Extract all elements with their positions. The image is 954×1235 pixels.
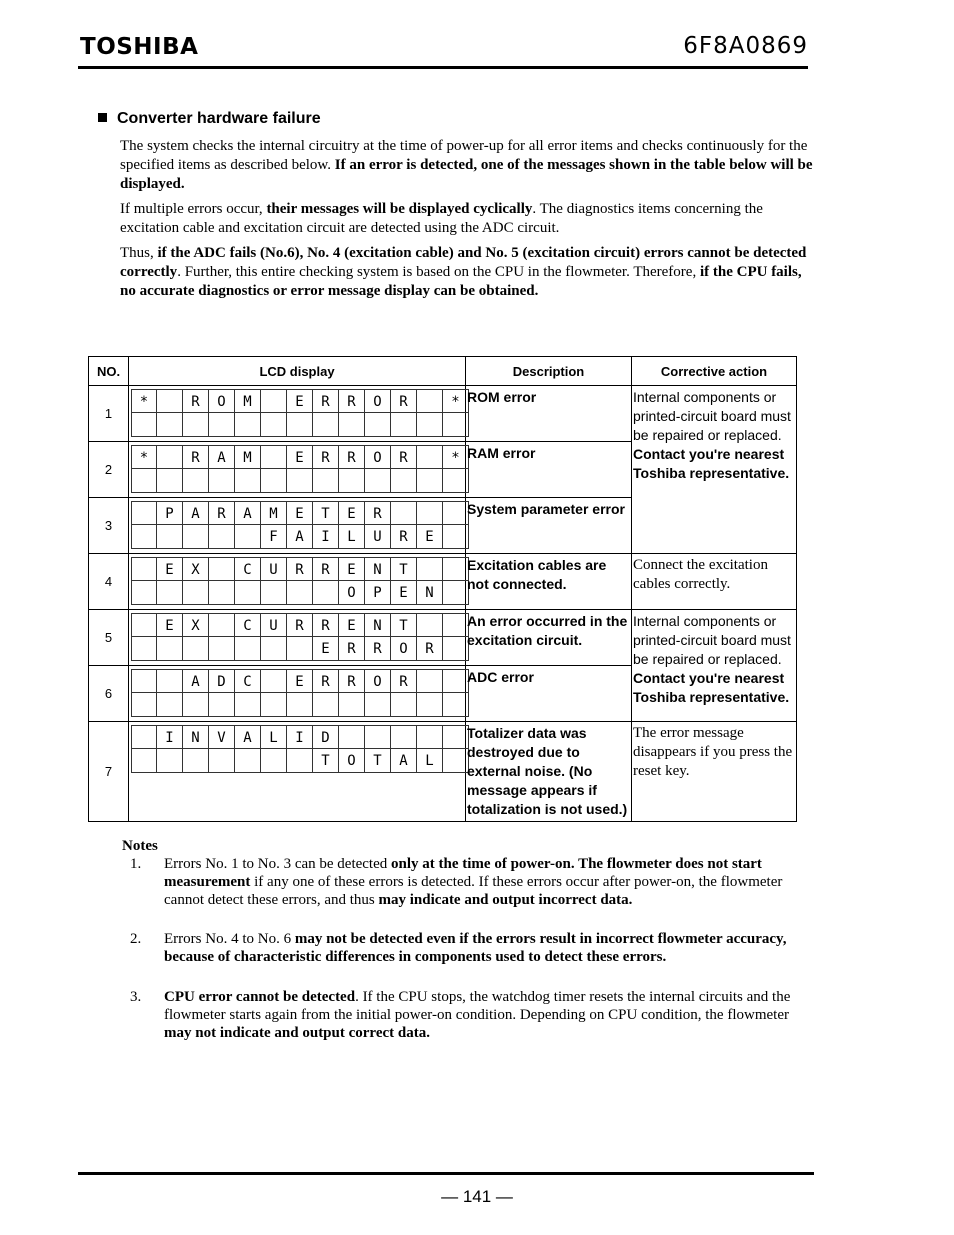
note-item-2 (130, 930, 820, 966)
note-item-3 (130, 988, 820, 1042)
lcd-char-cell (339, 413, 365, 437)
lcd-char-cell (261, 693, 287, 717)
lcd-char-cell: R (417, 637, 443, 661)
section-title-text: Converter hardware failure (117, 110, 321, 127)
lcd-char-cell: N (183, 725, 209, 749)
intro-p2-text-a: If multiple errors occur, (120, 201, 267, 217)
lcd-char-cell (209, 469, 235, 493)
lcd-char-cell: P (157, 501, 183, 525)
lcd-char-cell: M (235, 445, 261, 469)
note-3-text: . If the CPU stops, the watchdog timer resets the internal circuits and the flowmeter starts again from the initial power-on condition. Depending on CPU condition, the flowmeter (164, 989, 791, 1023)
corrective-action (632, 610, 797, 722)
col-header-lcd: LCD display (129, 357, 466, 386)
lcd-char-cell: P (365, 581, 391, 605)
lcd-char-cell (157, 693, 183, 717)
lcd-char-cell (391, 725, 417, 749)
action-text-bold: Contact you're nearest Toshiba representative. (633, 446, 790, 481)
lcd-display-cell (129, 666, 466, 722)
intro-p2-bold: their messages will be displayed cyclically (266, 201, 533, 217)
lcd-char-cell (391, 501, 417, 525)
lcd-grid (131, 613, 465, 661)
lcd-grid (131, 501, 465, 549)
row-number: 3 (89, 498, 129, 554)
lcd-char-cell (235, 413, 261, 437)
lcd-char-cell (287, 637, 313, 661)
lcd-char-cell: X (183, 557, 209, 581)
lcd-char-cell (261, 389, 287, 413)
lcd-char-cell: I (157, 725, 183, 749)
lcd-char-cell (209, 525, 235, 549)
intro-p3-text-a: Thus, (120, 245, 158, 261)
lcd-char-cell: E (339, 557, 365, 581)
lcd-char-cell (261, 637, 287, 661)
lcd-char-cell (417, 669, 443, 693)
square-bullet-icon (98, 113, 107, 122)
lcd-char-cell (209, 637, 235, 661)
lcd-char-cell: R (391, 669, 417, 693)
lcd-char-cell: E (287, 501, 313, 525)
lcd-char-cell (157, 445, 183, 469)
lcd-char-cell (443, 613, 469, 637)
lcd-char-cell: R (287, 613, 313, 637)
lcd-char-cell (183, 525, 209, 549)
note-text (164, 855, 820, 909)
note-1-text-a: Errors No. 1 to No. 3 can be detected (164, 856, 392, 872)
corrective-action: The error message disappears if you press the reset key. (632, 722, 797, 822)
lcd-char-cell (183, 693, 209, 717)
lcd-char-cell (157, 669, 183, 693)
lcd-char-cell: * (131, 389, 157, 413)
lcd-char-cell (287, 693, 313, 717)
lcd-char-cell: O (391, 637, 417, 661)
lcd-char-cell: E (391, 581, 417, 605)
error-description: RAM error (466, 442, 632, 498)
lcd-char-cell (417, 557, 443, 581)
lcd-char-cell: M (235, 389, 261, 413)
lcd-char-cell (443, 501, 469, 525)
lcd-char-cell: E (339, 501, 365, 525)
lcd-char-cell (443, 557, 469, 581)
lcd-char-cell: R (313, 669, 339, 693)
footer-rule (78, 1172, 814, 1175)
lcd-char-cell: R (313, 613, 339, 637)
lcd-char-cell (313, 413, 339, 437)
lcd-char-cell (235, 749, 261, 773)
lcd-grid (131, 557, 465, 605)
lcd-char-cell: O (339, 581, 365, 605)
lcd-char-cell (417, 725, 443, 749)
lcd-char-cell (235, 693, 261, 717)
lcd-char-cell (235, 581, 261, 605)
lcd-char-cell (183, 581, 209, 605)
lcd-char-cell: * (443, 389, 469, 413)
note-number: 1. (130, 856, 142, 872)
lcd-char-cell (365, 693, 391, 717)
error-table (88, 356, 797, 822)
lcd-char-cell: R (365, 637, 391, 661)
lcd-char-cell: T (313, 749, 339, 773)
page-number: — 141 — (441, 1187, 513, 1206)
lcd-char-cell (131, 637, 157, 661)
lcd-char-cell: R (183, 445, 209, 469)
lcd-char-cell (131, 501, 157, 525)
row-number: 6 (89, 666, 129, 722)
lcd-char-cell: E (287, 669, 313, 693)
lcd-char-cell: R (339, 445, 365, 469)
lcd-char-cell: E (339, 613, 365, 637)
intro-paragraph-3 (120, 244, 815, 301)
note-text (164, 988, 820, 1042)
corrective-action (632, 386, 797, 554)
lcd-char-cell (417, 693, 443, 717)
error-description: Excitation cables are not connected. (466, 554, 632, 610)
lcd-char-cell (131, 469, 157, 493)
lcd-char-cell: N (365, 557, 391, 581)
table-row (89, 554, 797, 610)
lcd-char-cell (417, 413, 443, 437)
intro-p1-text: The system checks the internal circuitry at the time of power-up for all error items and checks continuously for the specified items as described below. (120, 138, 808, 173)
lcd-char-cell: A (287, 525, 313, 549)
lcd-char-cell (131, 693, 157, 717)
lcd-char-cell: T (313, 501, 339, 525)
notes-heading: Notes (122, 838, 158, 854)
lcd-char-cell (365, 725, 391, 749)
lcd-char-cell (443, 637, 469, 661)
col-header-action: Corrective action (632, 357, 797, 386)
lcd-char-cell (443, 669, 469, 693)
lcd-char-cell (287, 581, 313, 605)
lcd-char-cell (339, 725, 365, 749)
lcd-char-cell (417, 445, 443, 469)
error-description: System parameter error (466, 498, 632, 554)
intro-p3-bold-1: if the ADC fails (No.6), No. 4 (excitation cable) and No. 5 (excitation circuit) errors cannot be detected correctly (120, 245, 807, 280)
lcd-char-cell: R (183, 389, 209, 413)
lcd-char-cell (157, 637, 183, 661)
lcd-char-cell (157, 413, 183, 437)
lcd-char-cell: A (183, 501, 209, 525)
lcd-char-cell (261, 445, 287, 469)
lcd-char-cell: V (209, 725, 235, 749)
lcd-char-cell (209, 613, 235, 637)
brand-logo: TOSHIBA (80, 34, 199, 60)
lcd-char-cell: R (209, 501, 235, 525)
lcd-char-cell: R (313, 557, 339, 581)
corrective-action: Connect the excitation cables correctly. (632, 554, 797, 610)
lcd-char-cell: R (339, 637, 365, 661)
col-header-no: NO. (89, 357, 129, 386)
lcd-char-cell: T (391, 613, 417, 637)
action-text: Internal components or printed-circuit board must be repaired or replaced. (633, 613, 791, 667)
lcd-char-cell: T (365, 749, 391, 773)
note-1-bold-1: only at the time of power-on. The flowmeter does not start measurement (164, 856, 762, 890)
lcd-char-cell: R (339, 669, 365, 693)
lcd-char-cell (313, 581, 339, 605)
lcd-char-cell (261, 669, 287, 693)
lcd-char-cell: R (287, 557, 313, 581)
error-description: Totalizer data was destroyed due to external noise. (No message appears if totalization is not used.) (466, 722, 632, 822)
intro-paragraph-1 (120, 137, 815, 194)
lcd-char-cell: E (287, 389, 313, 413)
lcd-char-cell (313, 469, 339, 493)
lcd-display-cell (129, 386, 466, 442)
lcd-char-cell (209, 557, 235, 581)
lcd-char-cell (391, 469, 417, 493)
col-header-description: Description (466, 357, 632, 386)
lcd-char-cell (209, 413, 235, 437)
lcd-char-cell: E (157, 613, 183, 637)
lcd-char-cell: O (209, 389, 235, 413)
note-item-1 (130, 855, 820, 909)
error-description: ADC error (466, 666, 632, 722)
lcd-char-cell: M (261, 501, 287, 525)
lcd-char-cell (391, 413, 417, 437)
lcd-char-cell (443, 581, 469, 605)
row-number: 5 (89, 610, 129, 666)
lcd-char-cell: O (365, 389, 391, 413)
lcd-char-cell (443, 725, 469, 749)
lcd-grid (131, 725, 465, 773)
table-header-row (89, 357, 797, 386)
intro-p3-text-b: . Further, this entire checking system is based on the CPU in the flowmeter. Therefore, (177, 264, 700, 280)
lcd-char-cell (131, 749, 157, 773)
note-1-bold-2: may indicate and output incorrect data. (378, 892, 633, 908)
lcd-display-cell (129, 498, 466, 554)
lcd-char-cell (131, 581, 157, 605)
document-number: 6F8A0869 (683, 33, 808, 59)
lcd-char-cell (131, 725, 157, 749)
lcd-char-cell: T (391, 557, 417, 581)
lcd-char-cell: N (365, 613, 391, 637)
lcd-char-cell: R (391, 525, 417, 549)
lcd-char-cell (183, 413, 209, 437)
lcd-char-cell (365, 413, 391, 437)
lcd-grid (131, 445, 465, 493)
lcd-char-cell (157, 749, 183, 773)
lcd-char-cell: O (339, 749, 365, 773)
lcd-char-cell: L (339, 525, 365, 549)
lcd-char-cell: C (235, 557, 261, 581)
lcd-char-cell (157, 389, 183, 413)
lcd-char-cell: E (417, 525, 443, 549)
lcd-char-cell (287, 749, 313, 773)
lcd-char-cell (131, 557, 157, 581)
lcd-char-cell (183, 469, 209, 493)
lcd-char-cell (131, 525, 157, 549)
lcd-char-cell (235, 525, 261, 549)
intro-paragraph-2 (120, 200, 815, 238)
lcd-char-cell (313, 693, 339, 717)
lcd-char-cell (365, 469, 391, 493)
lcd-char-cell (209, 693, 235, 717)
lcd-char-cell: L (261, 725, 287, 749)
lcd-char-cell: R (339, 389, 365, 413)
error-description: ROM error (466, 386, 632, 442)
lcd-grid (131, 389, 465, 437)
lcd-char-cell (443, 413, 469, 437)
row-number: 4 (89, 554, 129, 610)
lcd-char-cell: N (417, 581, 443, 605)
lcd-char-cell: U (261, 557, 287, 581)
lcd-char-cell: * (131, 445, 157, 469)
lcd-char-cell: A (209, 445, 235, 469)
table-row (89, 610, 797, 666)
lcd-char-cell: U (365, 525, 391, 549)
lcd-char-cell (443, 693, 469, 717)
lcd-char-cell (235, 637, 261, 661)
lcd-char-cell (417, 389, 443, 413)
lcd-display-cell (129, 722, 466, 822)
table-row (89, 386, 797, 442)
lcd-char-cell: R (313, 445, 339, 469)
lcd-char-cell: R (365, 501, 391, 525)
lcd-char-cell (157, 469, 183, 493)
lcd-char-cell (235, 469, 261, 493)
lcd-display-cell (129, 554, 466, 610)
lcd-char-cell (183, 749, 209, 773)
lcd-char-cell: D (209, 669, 235, 693)
lcd-char-cell (261, 469, 287, 493)
lcd-char-cell: R (391, 445, 417, 469)
action-text-bold: Contact you're nearest Toshiba representative. (633, 670, 790, 705)
action-text: Internal components or printed-circuit board must be repaired or replaced. (633, 389, 791, 443)
lcd-char-cell (131, 613, 157, 637)
lcd-char-cell: D (313, 725, 339, 749)
lcd-display-cell (129, 610, 466, 666)
lcd-char-cell (443, 525, 469, 549)
lcd-char-cell (209, 581, 235, 605)
lcd-char-cell (417, 469, 443, 493)
intro-p2-text-b: . The diagnostics items concerning the excitation cable and excitation circuit are detected using the ADC circuit. (120, 201, 763, 236)
note-2-text: Errors No. 4 to No. 6 (164, 931, 295, 947)
note-1-text-b: if any one of these errors is detected. If these errors occur after power-on, the flowmeter cannot detect these errors, and thus (164, 874, 783, 908)
lcd-char-cell: L (417, 749, 443, 773)
lcd-char-cell (443, 469, 469, 493)
row-number: 7 (89, 722, 129, 822)
row-number: 1 (89, 386, 129, 442)
lcd-char-cell (287, 469, 313, 493)
lcd-char-cell (157, 581, 183, 605)
lcd-char-cell: E (287, 445, 313, 469)
lcd-char-cell: A (235, 501, 261, 525)
lcd-char-cell (209, 749, 235, 773)
lcd-char-cell (157, 525, 183, 549)
lcd-char-cell (391, 693, 417, 717)
lcd-char-cell (443, 749, 469, 773)
lcd-char-cell: C (235, 613, 261, 637)
note-text (164, 930, 820, 966)
lcd-char-cell (417, 613, 443, 637)
lcd-char-cell (131, 413, 157, 437)
lcd-display-cell (129, 442, 466, 498)
intro-p3-bold-2: if the CPU fails, no accurate diagnostics or error message display can be obtained. (120, 264, 802, 299)
lcd-char-cell (339, 469, 365, 493)
lcd-char-cell: E (157, 557, 183, 581)
note-number: 2. (130, 931, 142, 947)
note-3-bold-1: CPU error cannot be detected (164, 989, 356, 1005)
lcd-char-cell: U (261, 613, 287, 637)
lcd-char-cell (261, 581, 287, 605)
lcd-char-cell: O (365, 669, 391, 693)
note-3-bold-2: may not indicate and output correct data. (164, 1025, 430, 1041)
lcd-grid (131, 669, 465, 717)
lcd-char-cell (339, 693, 365, 717)
lcd-char-cell: A (235, 725, 261, 749)
note-2-bold: may not be detected even if the errors result in incorrect flowmeter accuracy, because of characteristic differences in components used to detect these errors. (164, 931, 787, 965)
table-row (89, 722, 797, 822)
lcd-char-cell (417, 501, 443, 525)
lcd-char-cell: I (313, 525, 339, 549)
lcd-char-cell: A (183, 669, 209, 693)
lcd-char-cell: C (235, 669, 261, 693)
lcd-char-cell: R (313, 389, 339, 413)
note-number: 3. (130, 989, 142, 1005)
lcd-char-cell: F (261, 525, 287, 549)
error-description: An error occurred in the excitation circuit. (466, 610, 632, 666)
lcd-char-cell: R (391, 389, 417, 413)
section-title (98, 110, 321, 128)
row-number: 2 (89, 442, 129, 498)
lcd-char-cell: X (183, 613, 209, 637)
lcd-char-cell: I (287, 725, 313, 749)
lcd-char-cell: O (365, 445, 391, 469)
lcd-char-cell: A (391, 749, 417, 773)
lcd-char-cell (131, 669, 157, 693)
header-rule (78, 66, 808, 69)
lcd-char-cell: E (313, 637, 339, 661)
intro-p1-bold: If an error is detected, one of the messages shown in the table below will be displayed. (120, 157, 813, 192)
lcd-char-cell (287, 413, 313, 437)
lcd-char-cell (261, 413, 287, 437)
lcd-char-cell (183, 637, 209, 661)
lcd-char-cell: * (443, 445, 469, 469)
lcd-char-cell (261, 749, 287, 773)
